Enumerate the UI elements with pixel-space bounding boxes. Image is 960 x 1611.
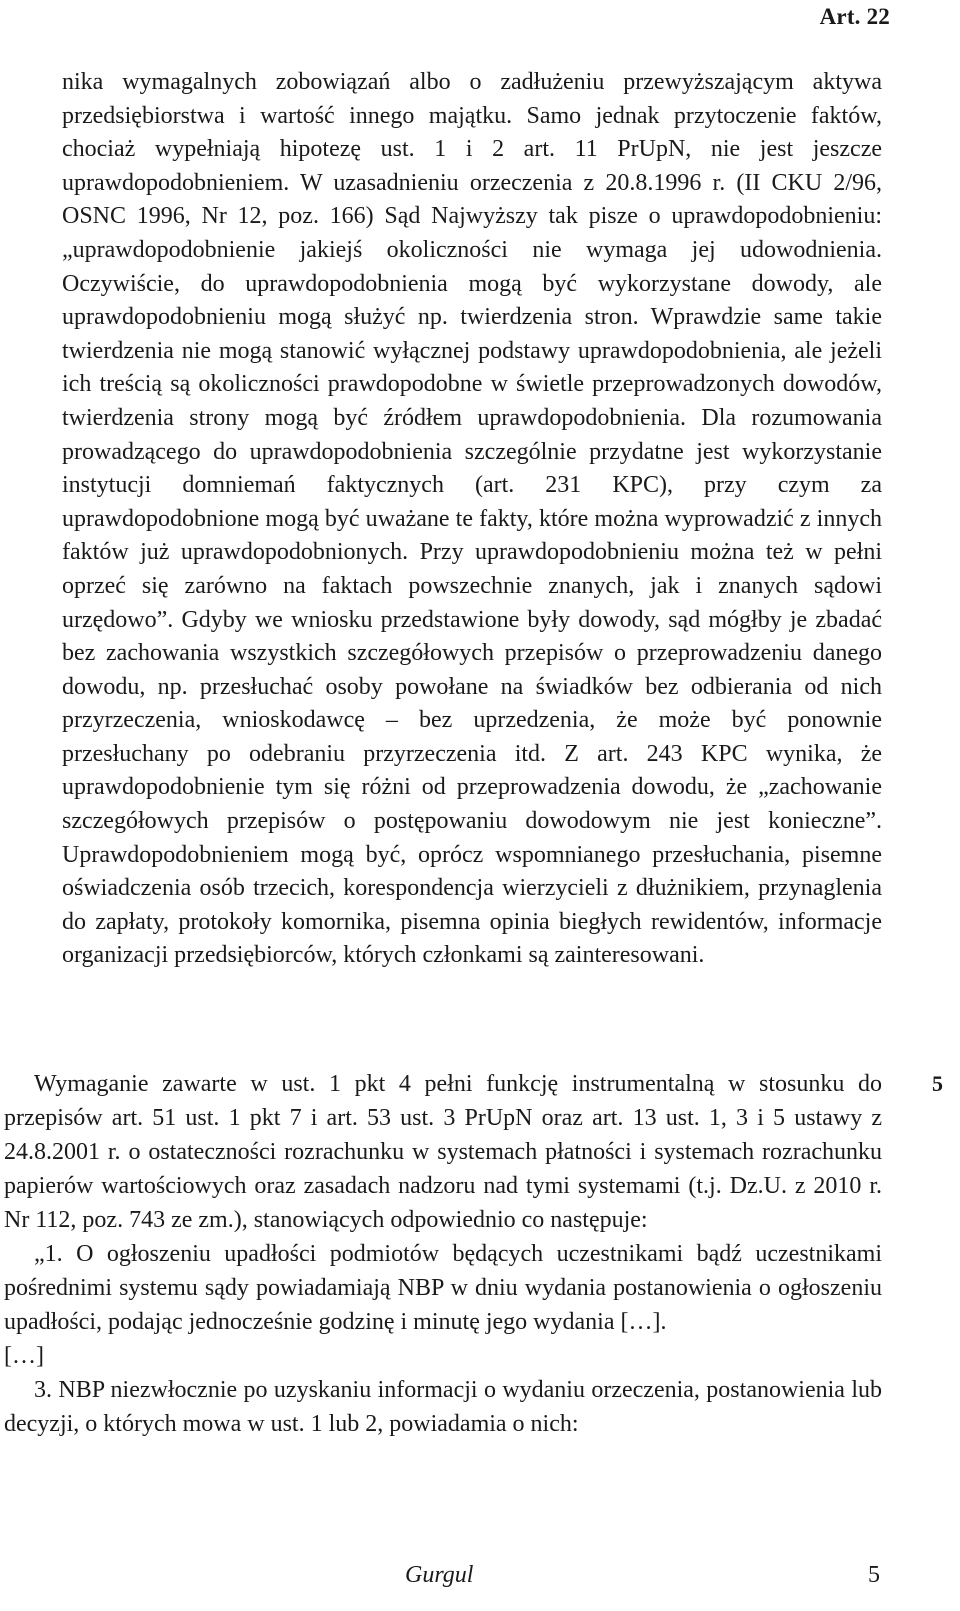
article-header: Art. 22 <box>819 4 890 29</box>
quoted-commentary-block <box>62 66 882 973</box>
footer-page-number: 5 <box>868 1562 880 1588</box>
section-5-point-3: 3. NBP niezwłocznie po uzyskaniu informacji o wydaniu orzeczenia, postanowienia lub decyzji, o których mowa w ust. 1 lub 2, powiadamia o nich: <box>4 1377 882 1437</box>
quoted-commentary-text: nika wymagalnych zobowiązań albo o zadłużeniu przewyższającym aktywa przedsiębiorstwa i wartość innego majątku. Samo jednak przytoczenie faktów, chociaż wypełniają hipotezę ust. 1 i 2 art. 11 PrUpN, nie jest jeszcze uprawdopodobnieniem. W uzasadnieniu orzeczenia z 20.8.1996 r. (II CKU 2/96, OSNC 1996, Nr 12, poz. 166) Sąd Najwyższy tak pisze o uprawdopodobnieniu: „uprawdopodobnienie jakiejś okoliczności nie wymaga jej udowodnienia. Oczywiście, do uprawdopodobnienia mogą być wykorzystane dowody, ale uprawdopodobnieniu mogą służyć np. twierdzenia stron. Wprawdzie same takie twierdzenia nie mogą stanowić wyłącznej podstawy uprawdopodobnienia, ale jeżeli ich treścią są okoliczności prawdopodobne w świetle przeprowadzonych dowodów, twierdzenia strony mogą być źródłem uprawdopodobnienia. Dla rozumowania prowadzącego do uprawdopodobnienia szczególnie przydatne jest wykorzystanie instytucji domniemań faktycznych (art. 231 KPC), przy czym za uprawdopodobnione mogą być uważane te fakty, które można wyprowadzić z innych faktów już uprawdopodobnionych. Przy uprawdopodobnieniu można też w pełni oprzeć się zarówno na faktach powszechnie znanych, jak i znanych sądowi urzędowo”. Gdyby we wniosku przedstawione były dowody, sąd mógłby je zbadać bez zachowania wszystkich szczegółowych przepisów o przeprowadzeniu danego dowodu, np. przesłuchać osoby powołane na świadków bez odbierania od nich przyrzeczenia, wnioskodawcę – bez uprzedzenia, że może być ponownie przesłuchany po odebraniu przyrzeczenia itd. Z art. 243 KPC wynika, że uprawdopodobnienie tym się różni od przeprowadzenia dowodu, że „zachowanie szczegółowych przepisów o postępowaniu dowodowym nie jest konieczne”. Uprawdopodobnieniem mogą być, oprócz wspomnianego przesłuchania, pisemne oświadczenia osób trzecich, korespondencja wierzycieli z dłużnikiem, przynaglenia do zapłaty, protokoły komornika, pisemna opinia biegłych rewidentów, informacje organizacji przedsiębiorców, których członkami są zainteresowani. <box>62 69 882 969</box>
section-5-point-1: „1. O ogłoszeniu upadłości podmiotów będących uczestnikami bądź uczestnikami pośrednimi systemu sądy powiadamiają NBP w dniu wydania postanowienia o ogłoszeniu upadłości, podając jednocześnie godzinę i minutę jego wydania […]. <box>4 1241 882 1335</box>
section-5-ellipsis: […] <box>4 1343 44 1369</box>
footer-author: Gurgul <box>405 1562 474 1588</box>
section-5 <box>4 1067 882 1441</box>
margin-number: 5 <box>932 1071 943 1096</box>
section-5-intro: Wymaganie zawarte w ust. 1 pkt 4 pełni funkcję instrumentalną w stosunku do przepisów art. 51 ust. 1 pkt 7 i art. 53 ust. 3 PrUpN oraz art. 13 ust. 1, 3 i 5 ustawy z 24.8.2001 r. o ostateczności rozrachunku w systemach płatności i systemach rozrachunku papierów wartościowych oraz zasadach nadzoru nad tymi systemami (t.j. Dz.U. z 2010 r. Nr 112, poz. 743 ze zm.), stanowiących odpowiednio co następuje: <box>4 1071 882 1233</box>
